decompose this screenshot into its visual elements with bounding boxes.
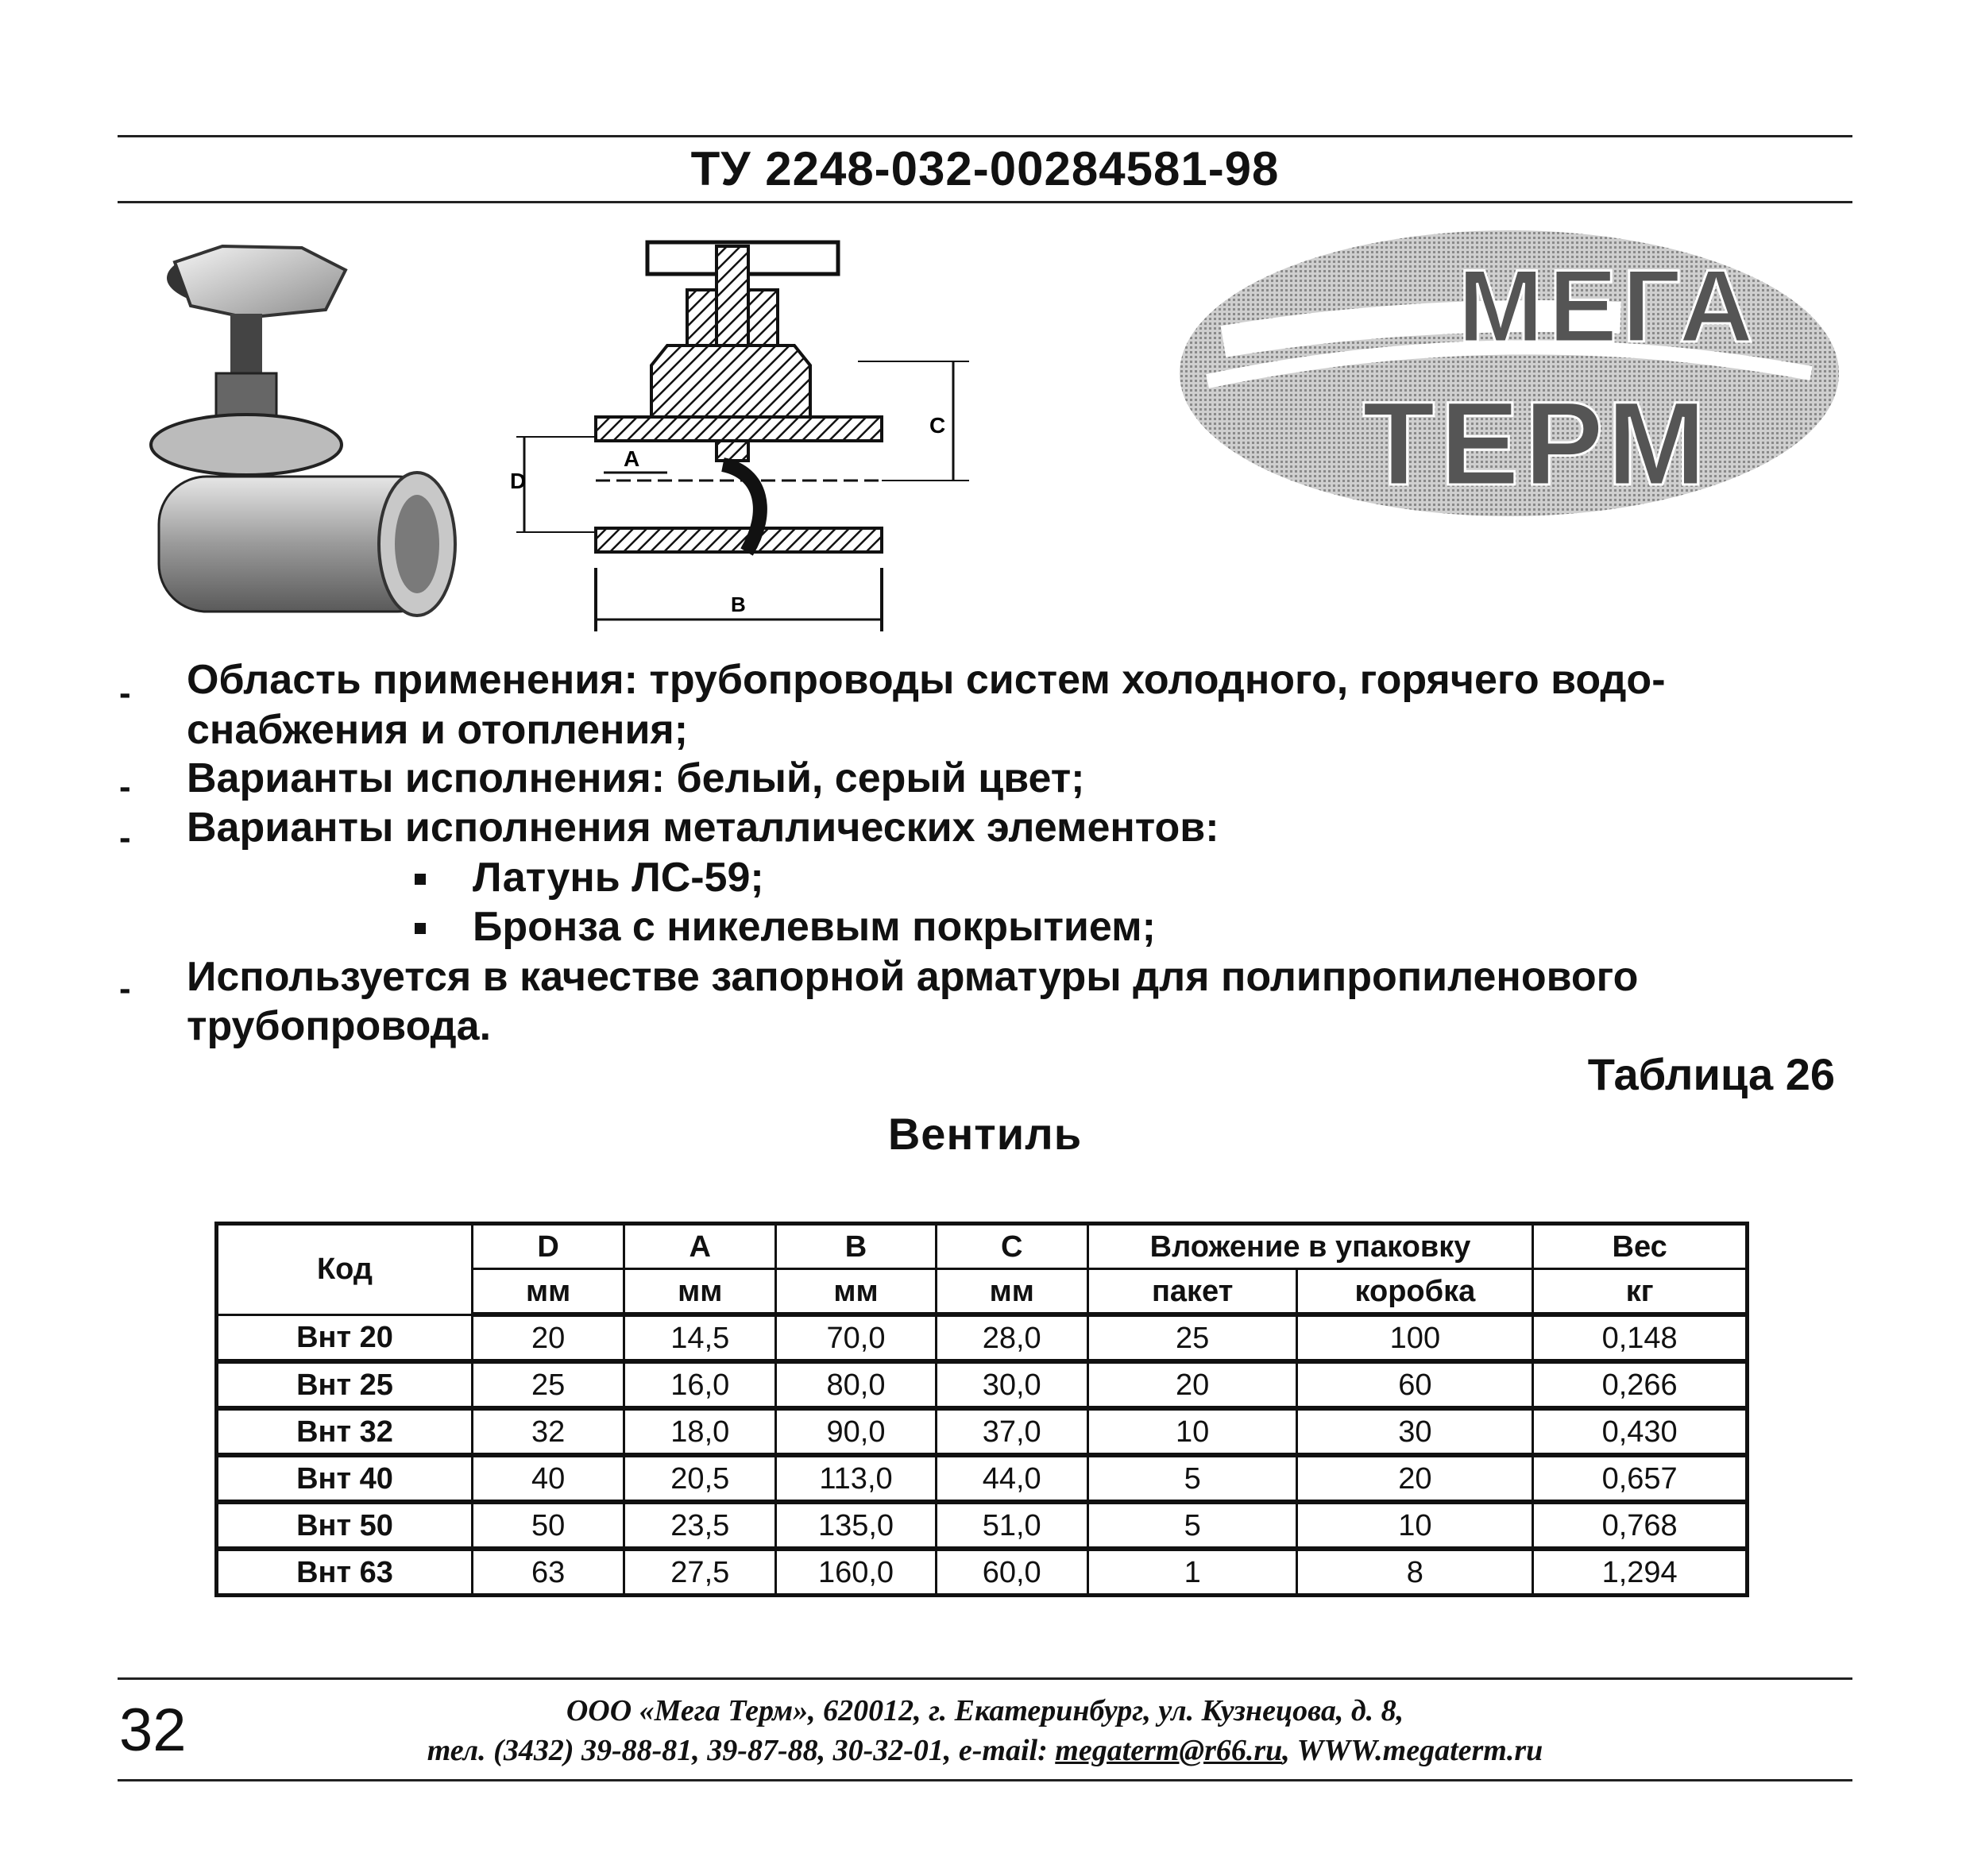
drawing-label-b: B [731, 593, 746, 616]
cell-code: Внт 50 [217, 1502, 473, 1549]
footer-phones: тел. (3432) 39-88-81, 39-87-88, 30-32-01, e-mail: [427, 1734, 1056, 1767]
footer-rule-top [118, 1677, 1852, 1680]
cell-d: 50 [473, 1502, 624, 1549]
valve-photo [127, 238, 492, 651]
table-row [217, 1408, 1748, 1455]
header-b: B [776, 1224, 936, 1269]
cell-c: 28,0 [936, 1314, 1087, 1361]
unit-b: мм [776, 1269, 936, 1315]
cell-a: 18,0 [624, 1408, 776, 1455]
cell-packet: 5 [1087, 1502, 1297, 1549]
unit-box: коробка [1297, 1269, 1533, 1315]
logo-text-term: ТЕРМ [1362, 376, 1711, 510]
cell-b: 80,0 [776, 1361, 936, 1408]
cell-weight: 0,657 [1533, 1455, 1748, 1502]
header-a: A [624, 1224, 776, 1269]
cell-c: 37,0 [936, 1408, 1087, 1455]
table-title: Вентиль [887, 1109, 1083, 1159]
unit-d: мм [473, 1269, 624, 1315]
cell-c: 51,0 [936, 1502, 1087, 1549]
valve-port-inner [395, 495, 439, 593]
drawing-label-a: A [624, 446, 640, 471]
unit-a: мм [624, 1269, 776, 1315]
cell-packet: 10 [1087, 1408, 1297, 1455]
bullet-dash: - [119, 674, 131, 712]
bullet-dash: - [119, 767, 131, 806]
document-code: ТУ 2248-032-00284581-98 [690, 142, 1280, 195]
table-row [217, 1314, 1748, 1361]
cell-box: 20 [1297, 1455, 1533, 1502]
spec-table [214, 1222, 1749, 1597]
unit-packet: пакет [1087, 1269, 1297, 1315]
cell-d: 20 [473, 1314, 624, 1361]
drawing-body-bottom [596, 528, 882, 552]
header-d: D [473, 1224, 624, 1269]
cell-weight: 0,768 [1533, 1502, 1748, 1549]
cell-d: 63 [473, 1549, 624, 1596]
unit-c: мм [936, 1269, 1087, 1315]
cell-code: Внт 63 [217, 1549, 473, 1596]
table-row [217, 1455, 1748, 1502]
sub-bullet-marker [415, 874, 426, 885]
footer-address: ООО «Мега Терм», 620012, г. Екатеринбург, ул. Кузнецова, д. 8, [566, 1694, 1404, 1727]
cell-d: 32 [473, 1408, 624, 1455]
footer-website: , WWW.megaterm.ru [1282, 1734, 1543, 1767]
cell-weight: 0,266 [1533, 1361, 1748, 1408]
cell-packet: 20 [1087, 1361, 1297, 1408]
logo-text-mega: МЕГА [1458, 248, 1759, 364]
cell-a: 14,5 [624, 1314, 776, 1361]
cell-a: 27,5 [624, 1549, 776, 1596]
cell-b: 160,0 [776, 1549, 936, 1596]
sub-bullet-bronze: Бронза с никелевым покрытием; [473, 904, 1156, 950]
cell-weight: 0,430 [1533, 1408, 1748, 1455]
drawing-label-d: D [510, 469, 527, 493]
cell-a: 20,5 [624, 1455, 776, 1502]
cell-code: Внт 32 [217, 1408, 473, 1455]
header-rule-bottom [118, 201, 1852, 203]
unit-weight: кг [1533, 1269, 1748, 1315]
cell-c: 44,0 [936, 1455, 1087, 1502]
table-row [217, 1502, 1748, 1549]
mega-term-logo [1176, 222, 1843, 524]
cell-code: Внт 20 [217, 1314, 473, 1361]
bullet-application-line1: Область применения: трубопроводы систем холодного, горячего водо- [187, 657, 1666, 703]
footer-email-link[interactable]: megaterm@r66.ru [1055, 1734, 1283, 1767]
cell-packet: 5 [1087, 1455, 1297, 1502]
sub-bullet-brass: Латунь ЛС-59; [473, 855, 764, 901]
header-code: Код [217, 1224, 473, 1315]
cell-c: 60,0 [936, 1549, 1087, 1596]
cell-weight: 0,148 [1533, 1314, 1748, 1361]
footer-rule-bottom [118, 1779, 1852, 1781]
cell-d: 40 [473, 1455, 624, 1502]
bullet-usage-line2: трубопровода. [187, 1003, 492, 1049]
cell-box: 100 [1297, 1314, 1533, 1361]
cell-packet: 25 [1087, 1314, 1297, 1361]
cell-box: 8 [1297, 1549, 1533, 1596]
cell-c: 30,0 [936, 1361, 1087, 1408]
drawing-bonnet [651, 345, 810, 425]
cell-weight: 1,294 [1533, 1549, 1748, 1596]
cell-b: 135,0 [776, 1502, 936, 1549]
cell-box: 60 [1297, 1361, 1533, 1408]
header-weight: Вес [1533, 1224, 1748, 1269]
cell-code: Внт 40 [217, 1455, 473, 1502]
cell-b: 90,0 [776, 1408, 936, 1455]
handwheel [175, 246, 346, 318]
cell-a: 16,0 [624, 1361, 776, 1408]
cell-box: 30 [1297, 1408, 1533, 1455]
table-row [217, 1361, 1748, 1408]
header-packaging: Вложение в упаковку [1087, 1224, 1532, 1269]
bullet-dash: - [119, 969, 131, 1008]
valve-bonnet [151, 415, 342, 475]
page-number: 32 [119, 1697, 187, 1764]
bullet-dash: - [119, 818, 131, 857]
cell-code: Внт 25 [217, 1361, 473, 1408]
bullet-color-variants: Варианты исполнения: белый, серый цвет; [187, 755, 1085, 801]
cell-b: 113,0 [776, 1455, 936, 1502]
table-header-row [217, 1224, 1748, 1269]
cell-b: 70,0 [776, 1314, 936, 1361]
cell-a: 23,5 [624, 1502, 776, 1549]
cell-box: 10 [1297, 1502, 1533, 1549]
sub-bullet-marker [415, 923, 426, 934]
bullet-application-line2: снабжения и отопления; [187, 707, 689, 753]
bullet-metal-variants: Варианты исполнения металлических элементов: [187, 805, 1219, 851]
table-number: Таблица 26 [1587, 1049, 1835, 1099]
header-c: C [936, 1224, 1087, 1269]
cell-packet: 1 [1087, 1549, 1297, 1596]
drawing-body-top [596, 417, 882, 441]
valve-cross-section-drawing [508, 234, 985, 647]
table-row [217, 1549, 1748, 1596]
drawing-label-c: C [929, 413, 946, 438]
bullet-usage-line1: Используется в качестве запорной арматуры для полипропиленового [187, 954, 1639, 1000]
header-rule-top [118, 135, 1852, 137]
cell-d: 25 [473, 1361, 624, 1408]
footer-contacts [0, 1733, 1970, 1768]
